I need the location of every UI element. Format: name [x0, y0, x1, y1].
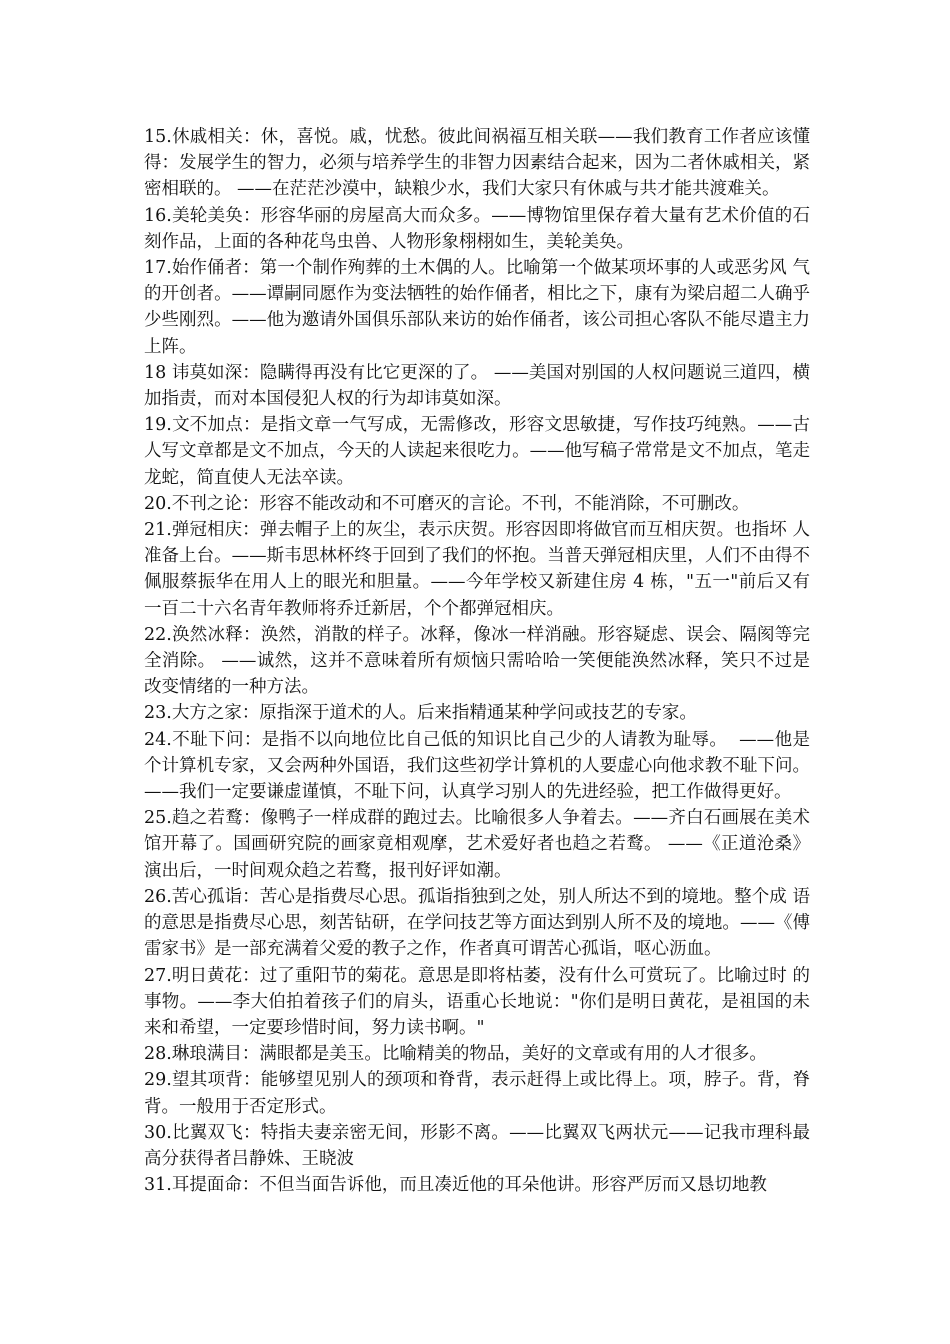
idiom-entry-19: 19.文不加点：是指文章一气写成，无需修改，形容文思敏捷，写作技巧纯熟。——古人写文章都是文不加点，今天的人读起来很吃力。——他写稿子常常是文不加点，笔走龙蛇，简直使人无法卒读。: [144, 415, 810, 488]
idiom-entry-16: 16.美轮美奂：形容华丽的房屋高大而众多。——博物馆里保存着大量有艺术价值的石刻作品，上面的各种花鸟虫兽、人物形象栩栩如生，美轮美奂。: [144, 205, 810, 252]
idiom-entry-25: 25.趋之若鹜：像鸭子一样成群的跑过去。比喻很多人争着去。——齐白石画展在美术馆开幕了。国画研究院的画家竟相观摩，艺术爱好者也趋之若鹜。 ——《正道沧桑》演出后，一时间观众趋之若鹜，报刊好评如潮。: [144, 808, 810, 881]
idiom-entry-15: 15.休戚相关：休，喜悦。戚，忧愁。彼此间祸福互相关联——我们教育工作者应该懂得：发展学生的智力，必须与培养学生的非智力因素结合起来，因为二者休戚相关，紧密相联的。 ——在茫茫沙漠中，缺粮少水，我们大家只有休戚与共才能共渡难关。: [144, 127, 810, 200]
idiom-entry-23: 23.大方之家：原指深于道术的人。后来指精通某种学问或技艺的专家。: [144, 703, 697, 724]
idiom-entry-31: 31.耳提面命：不但当面告诉他，而且凑近他的耳朵他讲。形容严厉而又恳切地教: [144, 1175, 767, 1196]
idiom-entry-17: 17.始作俑者：第一个制作殉葬的土木偶的人。比喻第一个做某项坏事的人或恶劣风 气的开创者。——谭嗣同愿作为变法牺牲的始作俑者，相比之下，康有为梁启超二人确乎少些刚烈。——他为邀请外国俱乐部队来访的始作俑者，该公司担心客队不能尽遣主力上阵。: [144, 258, 810, 357]
idiom-entry-18: 18 讳莫如深：隐瞒得再没有比它更深的了。 ——美国对别国的人权问题说三道四，横加指责，而对本国侵犯人权的行为却讳莫如深。: [144, 362, 810, 410]
idiom-entry-27: 27.明日黄花：过了重阳节的菊花。意思是即将枯萎，没有什么可赏玩了。比喻过时 的事物。——李大伯拍着孩子们的肩头，语重心长地说："你们是明日黄花，是祖国的未来和希望，一定要珍惜时间，努力读书啊。": [144, 965, 810, 1038]
idiom-entry-24: 24.不耻下问：是指不以向地位比自己低的知识比自己少的人请教为耻辱。 ——他是个计算机专家，又会两种外国语，我们这些初学计算机的人要虚心向他求教不耻下问。——我们一定要谦虚谨慎，不耻下问，认真学习别人的先进经验，把工作做得更好。: [144, 729, 810, 803]
document-body: [144, 124, 810, 1198]
idiom-entry-29: 29.望其项背：能够望见别人的颈项和脊背，表示赶得上或比得上。项，脖子。背，脊背。一般用于否定形式。: [144, 1070, 810, 1117]
idiom-entry-26: 26.苦心孤诣：苦心是指费尽心思。孤诣指独到之处，别人所达不到的境地。整个成 语的意思是指费尽心思，刻苦钻研，在学问技艺等方面达到别人所不及的境地。——《傅雷家书》是一部充满着父爱的教子之作，作者真可谓苦心孤诣，呕心沥血。: [144, 886, 810, 960]
idiom-entry-30: 30.比翼双飞：特指夫妻亲密无间，形影不离。——比翼双飞两状元——记我市理科最高分获得者吕静姝、王晓波: [144, 1122, 810, 1169]
idiom-entry-22: 22.涣然冰释：涣然，消散的样子。冰释，像冰一样消融。形容疑虑、误会、隔阂等完全消除。 ——诚然，这并不意味着所有烦恼只需哈哈一笑便能涣然冰释，笑只不过是改变情绪的一种方法。: [144, 624, 810, 698]
idiom-entry-20: 20.不刊之论：形容不能改动和不可磨灭的言论。不刊，不能消除，不可删改。: [144, 493, 750, 514]
idiom-entry-21: 21.弹冠相庆：弹去帽子上的灰尘，表示庆贺。形容因即将做官而互相庆贺。也指坏 人准备上台。——斯韦思林杯终于回到了我们的怀抱。当普天弹冠相庆里，人们不由得不佩服蔡振华在用人上的眼光和胆量。——今年学校又新建住房 4 栋，"五一"前后又有一百二十六名青年教师将乔迁新居，个个都弹冠相庆。: [144, 520, 810, 619]
idiom-entry-28: 28.琳琅满目：满眼都是美玉。比喻精美的物品，美好的文章或有用的人才很多。: [144, 1044, 767, 1065]
